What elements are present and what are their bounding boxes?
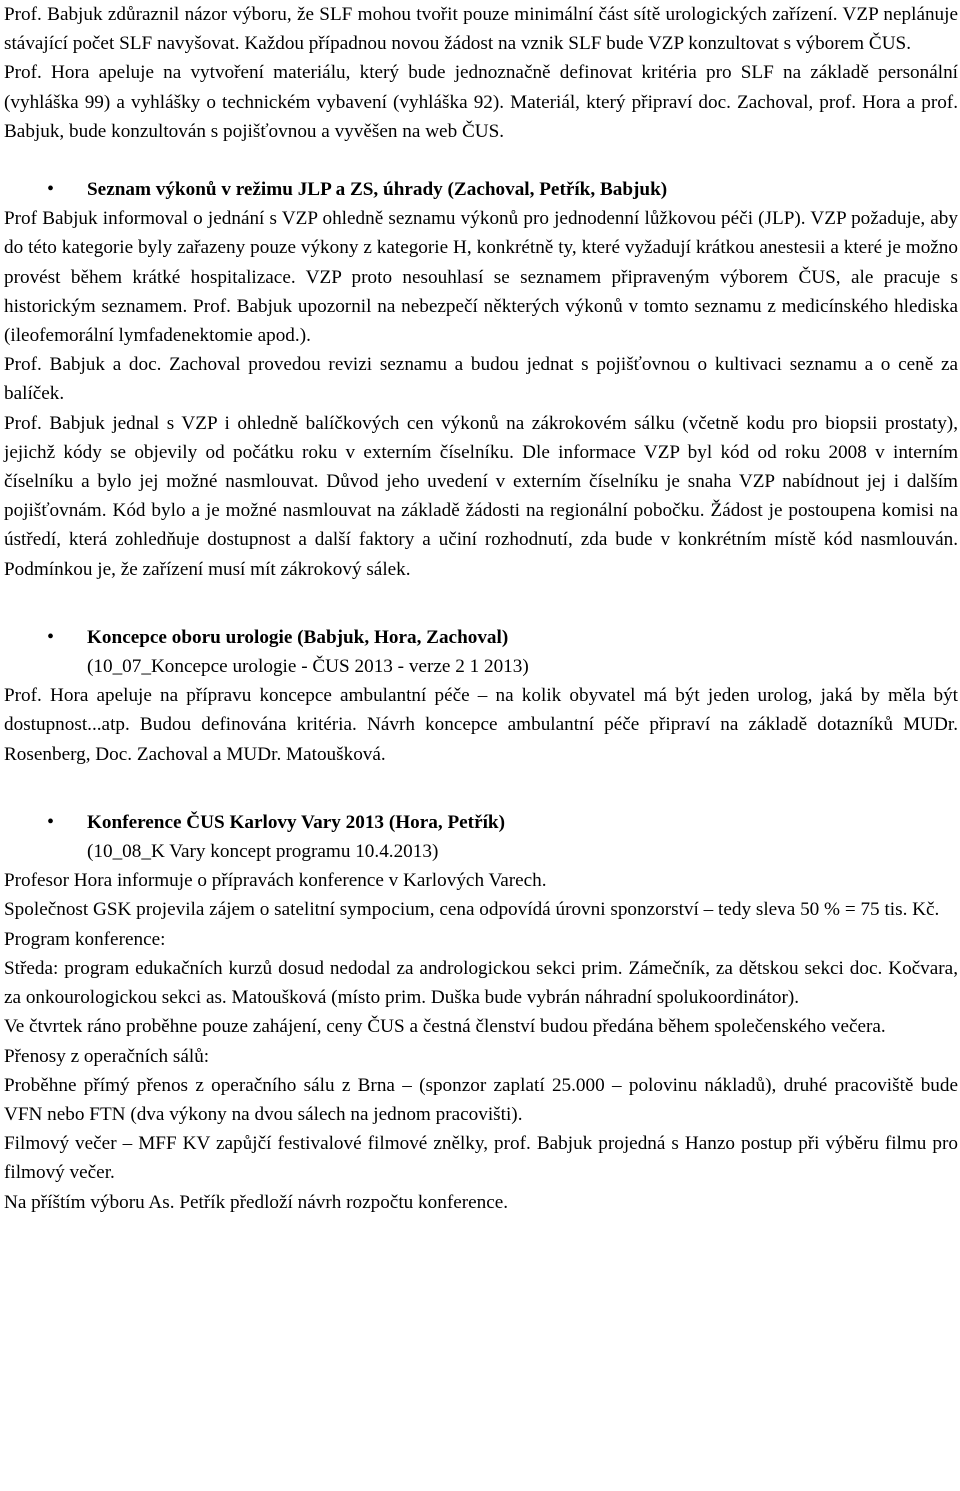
section-title: Koncepce oboru urologie (Babjuk, Hora, Zachoval): [87, 626, 509, 648]
section-title: Seznam výkonů v režimu JLP a ZS, úhrady (Zachoval, Petřík, Babjuk): [87, 179, 668, 201]
section-3-paragraph-5: Ve čtvrtek ráno proběhne pouze zahájení, ceny ČUS a čestná členství budou předána během společenského večera.: [4, 1016, 886, 1038]
section-heading-konference: [4, 808, 958, 866]
spacer: [4, 146, 958, 175]
section-heading-koncepce: [4, 623, 958, 681]
section-reference: (10_08_K Vary koncept programu 10.4.2013): [87, 841, 439, 863]
bullet-icon: •: [47, 178, 55, 201]
spacer: [4, 613, 958, 623]
section-3-paragraph-1: Profesor Hora informuje o přípravách konference v Karlových Varech.: [4, 870, 547, 892]
section-3-paragraph-8: Filmový večer – MFF KV zapůjčí festivalové filmové znělky, prof. Babjuk projedná s Hanzo postup při výběru filmu pro filmový večer.: [4, 1133, 958, 1184]
section-1-paragraph-3: Prof. Babjuk jednal s VZP i ohledně balíčkových cen výkonů na zákrokovém sálku (včetně kodu pro biopsii prostaty), jejichž kódy se objevily od počátku roku v externím číselníku. Dle informace VZP byl kód od roku 2008 v interním číselníku a bylo jej možné nasmlouvat. Důvod jeho uvedení v externím číselníku je snaha VZP nabídnout jej i dalším pojišťovnám. Kód bylo a je možné nasmlouvat na základě žádosti na regionální pobočku. Žádost je postoupena komisi na ústředí, která zohledňuje dostupnost a další faktory a učiní rozhodnutí, zda bude v konkrétním místě kód nasmlouván. Podmínkou je, že zařízení musí mít zákrokový sálek.: [4, 412, 958, 580]
bullet-icon: •: [47, 810, 55, 833]
section-3-paragraph-7: Proběhne přímý přenos z operačního sálu z Brna – (sponzor zaplatí 25.000 – polovinu nákladů), druhé pracoviště bude VFN nebo FTN (dva výkony na dvou sálech na jednom pracovišti).: [4, 1074, 958, 1125]
document-page: [4, 0, 958, 1217]
intro-paragraph-1: Prof. Babjuk zdůraznil názor výboru, že SLF mohou tvořit pouze minimální část sítě urologických zařízení. VZP neplánuje stávající počet SLF navyšovat. Každou případnou novou žádost na vznik SLF bude VZP konzultovat s výborem ČUS.: [4, 4, 958, 55]
spacer: [4, 769, 958, 798]
section-2-paragraph-1: Prof. Hora apeluje na přípravu koncepce ambulantní péče – na kolik obyvatel má být jeden urolog, jaká by měla být dostupnost...atp. Budou definována kritéria. Návrh koncepce ambulantní péče připraví na základě dotazníků MUDr. Rosenberg, Doc. Zachoval a MUDr. Matoušková.: [4, 685, 958, 765]
section-heading-jlp: [4, 175, 958, 204]
section-3-paragraph-9: Na příštím výboru As. Petřík předloží návrh rozpočtu konference.: [4, 1191, 509, 1213]
section-title: Konference ČUS Karlovy Vary 2013 (Hora, Petřík): [87, 811, 505, 833]
intro-paragraph-2: Prof. Hora apeluje na vytvoření materiálu, který bude jednoznačně definovat kritéria pro SLF na základě personální (vyhláška 99) a vyhlášky o technickém vybavení (vyhláška 92). Materiál, který připraví doc. Zachoval, prof. Hora a prof. Babjuk, bude konzultován s pojišťovnou a vyvěšen na web ČUS.: [4, 62, 958, 142]
section-1-paragraph-2: Prof. Babjuk a doc. Zachoval provedou revizi seznamu a budou jednat s pojišťovnou o kultivaci seznamu a o ceně za balíček.: [4, 354, 958, 405]
section-1-paragraph-1: Prof Babjuk informoval o jednání s VZP ohledně seznamu výkonů pro jednodenní lůžkovou péči (JLP). VZP požaduje, aby do této kategorie byly zařazeny pouze výkony z kategorie H, konkrétně ty, které vyžadují krátkou anestesii a které je možno provést během krátké hospitalizace. VZP proto nesouhlasí se seznamem připraveným výborem ČUS, ale pracuje s historickým seznamem. Prof. Babjuk upozornil na nebezpečí některých výkonů v tomto seznamu z medicínského hlediska (ileofemorální lymfadenektomie apod.).: [4, 208, 958, 347]
section-3-paragraph-2: Společnost GSK projevila zájem o satelitní sympосium, cena odpovídá úrovni sponzorství – tedy sleva 50 % = 75 tis. Kč.: [4, 899, 940, 921]
section-reference: (10_07_Koncepce urologie - ČUS 2013 - verze 2 1 2013): [87, 656, 529, 678]
spacer: [4, 798, 958, 808]
spacer: [4, 584, 958, 613]
bullet-icon: •: [47, 625, 55, 648]
section-3-paragraph-6: Přenosy z operačních sálů:: [4, 1045, 210, 1067]
section-3-paragraph-4: Středa: program edukačních kurzů dosud nedodal za andrologickou sekci prim. Zámečník, za dětskou sekci doc. Kočvara, za onkourologickou sekci as. Matoušková (místo prim. Duška bude vybrán náhradní spolukoordinátor).: [4, 957, 958, 1009]
section-3-paragraph-3: Program konference:: [4, 928, 166, 950]
